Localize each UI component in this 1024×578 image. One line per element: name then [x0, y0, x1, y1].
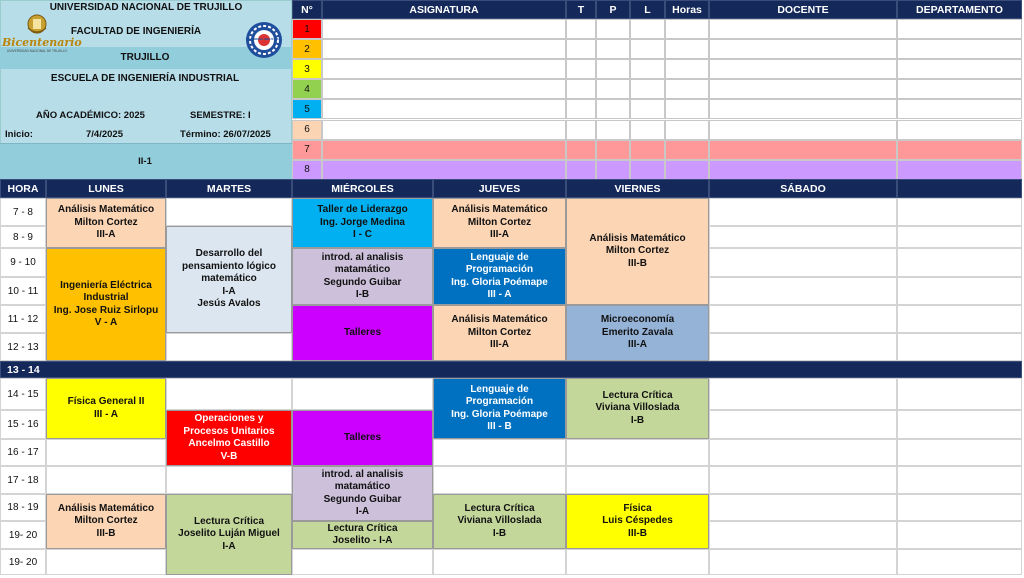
course-block-line: introd. al analisis — [321, 468, 404, 480]
schedule-header-cell: LUNES — [46, 179, 166, 198]
courses-row-cell — [709, 39, 897, 59]
course-block — [566, 494, 709, 549]
courses-row-cell — [566, 120, 596, 140]
courses-header-cell: DEPARTAMENTO — [897, 0, 1022, 19]
courses-header-cell: L — [630, 0, 665, 19]
schedule-empty-cell — [433, 439, 566, 466]
course-block-line: Milton Cortez — [467, 326, 532, 338]
courses-row-cell — [322, 19, 566, 39]
course-block — [46, 198, 166, 248]
courses-row-cell — [709, 160, 897, 180]
course-block-line: Luis Céspedes — [602, 515, 673, 527]
bicentenario-subtext: UNIVERSIDAD NACIONAL DE TRUJILLO — [6, 49, 68, 53]
hour-label: 12 - 13 — [0, 333, 46, 361]
course-block-line: V - A — [94, 317, 118, 328]
start-date: 7/4/2025 — [86, 129, 123, 140]
courses-row-cell — [596, 99, 630, 119]
course-block-line: I-B — [630, 414, 645, 426]
course-number: 5 — [292, 99, 322, 119]
course-block — [166, 410, 292, 466]
course-block — [433, 305, 566, 361]
courses-row-cell — [665, 99, 709, 119]
course-block-line: Lectura Crítica — [464, 502, 535, 514]
courses-row-cell — [630, 79, 665, 99]
course-block-line: Milton Cortez — [467, 216, 532, 228]
course-block-line: Ing. Jose Ruiz Sirlopu — [53, 304, 159, 316]
course-block-line: Lenguaje de — [470, 251, 529, 263]
semester: SEMESTRE: I — [190, 110, 251, 121]
schedule-empty-cell — [897, 333, 1022, 361]
course-block-line: III-A — [628, 339, 647, 351]
course-block-line: Industrial — [83, 292, 129, 303]
course-block-line: Ancelmo Castillo — [188, 438, 270, 449]
courses-row-cell — [596, 39, 630, 59]
course-block-line: Programación — [465, 264, 534, 275]
course-block-line: III - A — [93, 408, 119, 420]
course-block-line: I - C — [353, 229, 372, 241]
courses-header-cell: DOCENTE — [709, 0, 897, 19]
courses-row-cell — [709, 79, 897, 99]
courses-row-cell — [596, 59, 630, 79]
course-block-line: Análisis Matemático — [589, 232, 686, 244]
schedule-header-cell: VIERNES — [566, 179, 709, 198]
hour-label: 15 - 16 — [0, 410, 46, 439]
hour-label: 19- 20 — [0, 521, 46, 549]
courses-row-cell — [897, 99, 1022, 119]
schedule-empty-cell — [897, 248, 1022, 277]
schedule-empty-cell — [897, 494, 1022, 521]
schedule-empty-cell — [897, 226, 1022, 248]
schedule-header-blank — [897, 179, 1022, 198]
course-number: 4 — [292, 79, 322, 99]
course-number: 7 — [292, 140, 322, 160]
courses-row-cell — [709, 59, 897, 79]
course-block-line: Física General II — [67, 396, 145, 407]
courses-header-cell: T — [566, 0, 596, 19]
courses-row-cell — [709, 140, 897, 160]
course-block-line: Emerito Zavala — [601, 326, 674, 338]
courses-row-cell — [596, 120, 630, 140]
courses-row-cell — [322, 160, 566, 180]
schedule-empty-cell — [709, 277, 897, 305]
schedule-empty-cell — [709, 226, 897, 248]
course-block-line: Ingeniería Eléctrica — [60, 279, 152, 291]
course-block-line: III-A — [96, 229, 116, 241]
schedule-empty-cell — [433, 466, 566, 494]
courses-row-cell — [630, 59, 665, 79]
course-block-line: Análisis Matemático — [57, 204, 155, 216]
schedule-empty-cell — [709, 410, 897, 439]
courses-row-cell — [630, 140, 665, 160]
course-block-line: matamático — [334, 264, 391, 275]
courses-row-cell — [596, 140, 630, 160]
courses-row-cell — [630, 19, 665, 39]
hour-label: 10 - 11 — [0, 277, 46, 305]
courses-row-cell — [630, 99, 665, 119]
course-block — [433, 198, 566, 248]
course-block — [166, 494, 292, 575]
course-block-line: Milton Cortez — [74, 216, 138, 228]
schedule-header-cell: JUEVES — [433, 179, 566, 198]
course-block-line: matamático — [334, 481, 391, 492]
course-block-line: III - B — [487, 421, 512, 432]
course-block — [292, 248, 433, 305]
courses-row-cell — [665, 79, 709, 99]
courses-row-cell — [897, 39, 1022, 59]
course-block-line: Joselito Luján Miguel — [178, 528, 280, 540]
courses-row-cell — [709, 99, 897, 119]
course-block-line: I-A — [355, 506, 370, 517]
course-block-line: Viviana Villoslada — [457, 515, 542, 527]
start-label: Inicio: — [5, 129, 33, 140]
course-block-line: Lectura Crítica — [602, 389, 673, 401]
course-block-line: III-B — [628, 527, 647, 539]
course-block — [292, 305, 433, 361]
course-block-line: introd. al analisis — [321, 251, 404, 263]
schedule-empty-cell — [292, 549, 433, 575]
hour-label: 18 - 19 — [0, 494, 46, 521]
course-block-line: matemático — [201, 273, 257, 285]
schedule-empty-cell — [46, 549, 166, 575]
course-block-line: I-A — [222, 285, 236, 297]
course-block — [433, 494, 566, 549]
courses-row-cell — [709, 120, 897, 140]
courses-row-cell — [709, 19, 897, 39]
end-date: Término: 26/07/2025 — [180, 129, 271, 140]
schedule-empty-cell — [709, 521, 897, 549]
course-block-line: III-B — [96, 527, 116, 539]
course-block-line: Física — [623, 502, 652, 514]
courses-row-cell — [897, 160, 1022, 180]
course-block-line: Segundo Guibar — [323, 493, 402, 505]
schedule-empty-cell — [46, 466, 166, 494]
course-block-line: III-A — [490, 229, 509, 241]
hour-label: 9 - 10 — [0, 248, 46, 277]
course-block — [292, 410, 433, 466]
schedule-empty-cell — [166, 198, 292, 226]
hour-label: 19- 20 — [0, 549, 46, 575]
schedule-header-cell: MIÉRCOLES — [292, 179, 433, 198]
course-block-line: I-A — [222, 540, 236, 552]
course-block-line: pensamiento lógico — [182, 260, 276, 272]
course-block-line: Ing. Gloria Poémape — [451, 276, 548, 288]
schedule-header-cell: MARTES — [166, 179, 292, 198]
schedule-empty-cell — [709, 494, 897, 521]
schedule-empty-cell — [709, 549, 897, 575]
course-number: 8 — [292, 160, 322, 180]
course-block — [292, 466, 433, 521]
lunch-band: 13 - 14 — [0, 361, 1022, 378]
courses-row-cell — [322, 120, 566, 140]
course-block-line: Análisis Matemático — [451, 204, 548, 216]
course-block — [292, 198, 433, 248]
course-block — [566, 378, 709, 439]
courses-row-cell — [630, 39, 665, 59]
hour-label: 7 - 8 — [0, 198, 46, 226]
course-number: 3 — [292, 59, 322, 79]
schedule-empty-cell — [566, 439, 709, 466]
courses-row-cell — [665, 19, 709, 39]
courses-row-cell — [897, 79, 1022, 99]
courses-row-cell — [665, 39, 709, 59]
course-block-line: III-B — [628, 257, 647, 269]
course-block-line: III-A — [490, 339, 509, 351]
course-block — [46, 378, 166, 439]
course-block — [46, 248, 166, 361]
course-block-line: Joselito - I-A — [332, 535, 393, 546]
schedule-header-cell: HORA — [0, 179, 46, 198]
course-block-line: Lectura Crítica — [193, 515, 265, 527]
schedule-empty-cell — [709, 466, 897, 494]
schedule-empty-cell — [897, 549, 1022, 575]
course-block-line: Lenguaje de — [470, 383, 529, 395]
course-block-line: Viviana Villoslada — [595, 402, 680, 414]
courses-row-cell — [322, 99, 566, 119]
bicentenario-logo — [2, 14, 82, 56]
schedule-empty-cell — [897, 439, 1022, 466]
course-block — [566, 198, 709, 305]
course-number: 6 — [292, 120, 322, 140]
schedule-empty-cell — [709, 198, 897, 226]
course-block — [433, 378, 566, 439]
city-name: TRUJILLO — [120, 52, 170, 63]
schedule-empty-cell — [566, 466, 709, 494]
courses-header-cell: P — [596, 0, 630, 19]
schedule-empty-cell — [897, 277, 1022, 305]
schedule-empty-cell — [46, 439, 166, 466]
courses-row-cell — [665, 59, 709, 79]
courses-header-cell: Horas — [665, 0, 709, 19]
courses-row-cell — [897, 140, 1022, 160]
course-block — [566, 305, 709, 361]
industrial-logo — [244, 20, 284, 60]
course-block-line: Milton Cortez — [605, 245, 670, 257]
course-block-line: Jesús Avalos — [197, 298, 261, 310]
course-block — [433, 248, 566, 305]
course-block-line: Desarrollo del — [195, 248, 263, 260]
course-block-line: Programación — [465, 396, 534, 407]
hour-label: 17 - 18 — [0, 466, 46, 494]
hour-label: 16 - 17 — [0, 439, 46, 466]
course-block-line: Taller de Liderazgo — [317, 204, 408, 216]
course-block-line: Talleres — [343, 431, 382, 443]
schedule-header-cell: SÁBADO — [709, 179, 897, 198]
courses-row-cell — [897, 59, 1022, 79]
schedule-empty-cell — [897, 466, 1022, 494]
courses-header-cell: ASIGNATURA — [322, 0, 566, 19]
schedule-empty-cell — [433, 549, 566, 575]
school-name: ESCUELA DE INGENIERÍA INDUSTRIAL — [50, 73, 240, 84]
course-block-line: III - A — [487, 289, 512, 300]
courses-row-cell — [566, 19, 596, 39]
course-block-line: V-B — [220, 450, 238, 462]
course-block-line: Análisis Matemático — [57, 502, 155, 514]
section-label: II-1 — [138, 155, 152, 167]
hour-label: 11 - 12 — [0, 305, 46, 333]
hour-label: 8 - 9 — [0, 226, 46, 248]
schedule-empty-cell — [897, 305, 1022, 333]
courses-row-cell — [630, 160, 665, 180]
courses-row-cell — [322, 79, 566, 99]
bicentenario-text: Bicentenario — [2, 36, 82, 49]
courses-row-cell — [566, 59, 596, 79]
course-block-line: Milton Cortez — [74, 515, 138, 527]
courses-row-cell — [897, 120, 1022, 140]
course-block-line: Procesos Unitarios — [183, 425, 275, 437]
schedule-empty-cell — [166, 466, 292, 494]
course-block — [166, 226, 292, 333]
course-block-line: I-B — [355, 289, 370, 300]
schedule-empty-cell — [566, 549, 709, 575]
courses-row-cell — [566, 160, 596, 180]
schedule-empty-cell — [897, 410, 1022, 439]
course-block-line: Operaciones y — [194, 413, 264, 424]
schedule-empty-cell — [897, 378, 1022, 410]
courses-row-cell — [566, 140, 596, 160]
courses-row-cell — [630, 120, 665, 140]
schedule-empty-cell — [709, 378, 897, 410]
schedule-empty-cell — [709, 305, 897, 333]
courses-row-cell — [897, 19, 1022, 39]
courses-row-cell — [322, 39, 566, 59]
courses-header-cell: N° — [292, 0, 322, 19]
course-block-line: Microeconomía — [600, 314, 675, 326]
industrial-logo-text: INGENIERÍA INDUSTRIAL — [245, 37, 283, 41]
course-block-line: Talleres — [343, 326, 382, 338]
course-block-line: I-B — [492, 527, 507, 539]
courses-row-cell — [322, 140, 566, 160]
courses-row-cell — [596, 19, 630, 39]
courses-row-cell — [665, 140, 709, 160]
faculty-name: FACULTAD DE INGENIERÍA — [70, 26, 202, 37]
university-name: UNIVERSIDAD NACIONAL DE TRUJILLO — [49, 2, 243, 13]
schedule-empty-cell — [166, 378, 292, 410]
course-block-line: Ing. Gloria Poémape — [451, 408, 548, 420]
schedule-empty-cell — [897, 521, 1022, 549]
courses-row-cell — [566, 39, 596, 59]
schedule-empty-cell — [709, 333, 897, 361]
course-block-line: Lectura Crítica — [327, 522, 398, 534]
courses-row-cell — [566, 99, 596, 119]
course-block-line: Análisis Matemático — [451, 314, 548, 326]
schedule-empty-cell — [292, 378, 433, 410]
course-block — [46, 494, 166, 549]
courses-row-cell — [665, 160, 709, 180]
courses-row-cell — [596, 160, 630, 180]
academic-year: AÑO ACADÉMICO: 2025 — [36, 110, 145, 121]
schedule-empty-cell — [897, 198, 1022, 226]
course-block — [292, 521, 433, 549]
course-block-line: Ing. Jorge Medina — [319, 216, 405, 228]
courses-row-cell — [566, 79, 596, 99]
schedule-empty-cell — [709, 248, 897, 277]
course-block-line: Segundo Guibar — [323, 276, 402, 288]
course-number: 1 — [292, 19, 322, 39]
courses-row-cell — [322, 59, 566, 79]
schedule-empty-cell — [709, 439, 897, 466]
courses-row-cell — [665, 120, 709, 140]
hour-label: 14 - 15 — [0, 378, 46, 410]
courses-row-cell — [596, 79, 630, 99]
schedule-empty-cell — [166, 333, 292, 361]
course-number: 2 — [292, 39, 322, 59]
